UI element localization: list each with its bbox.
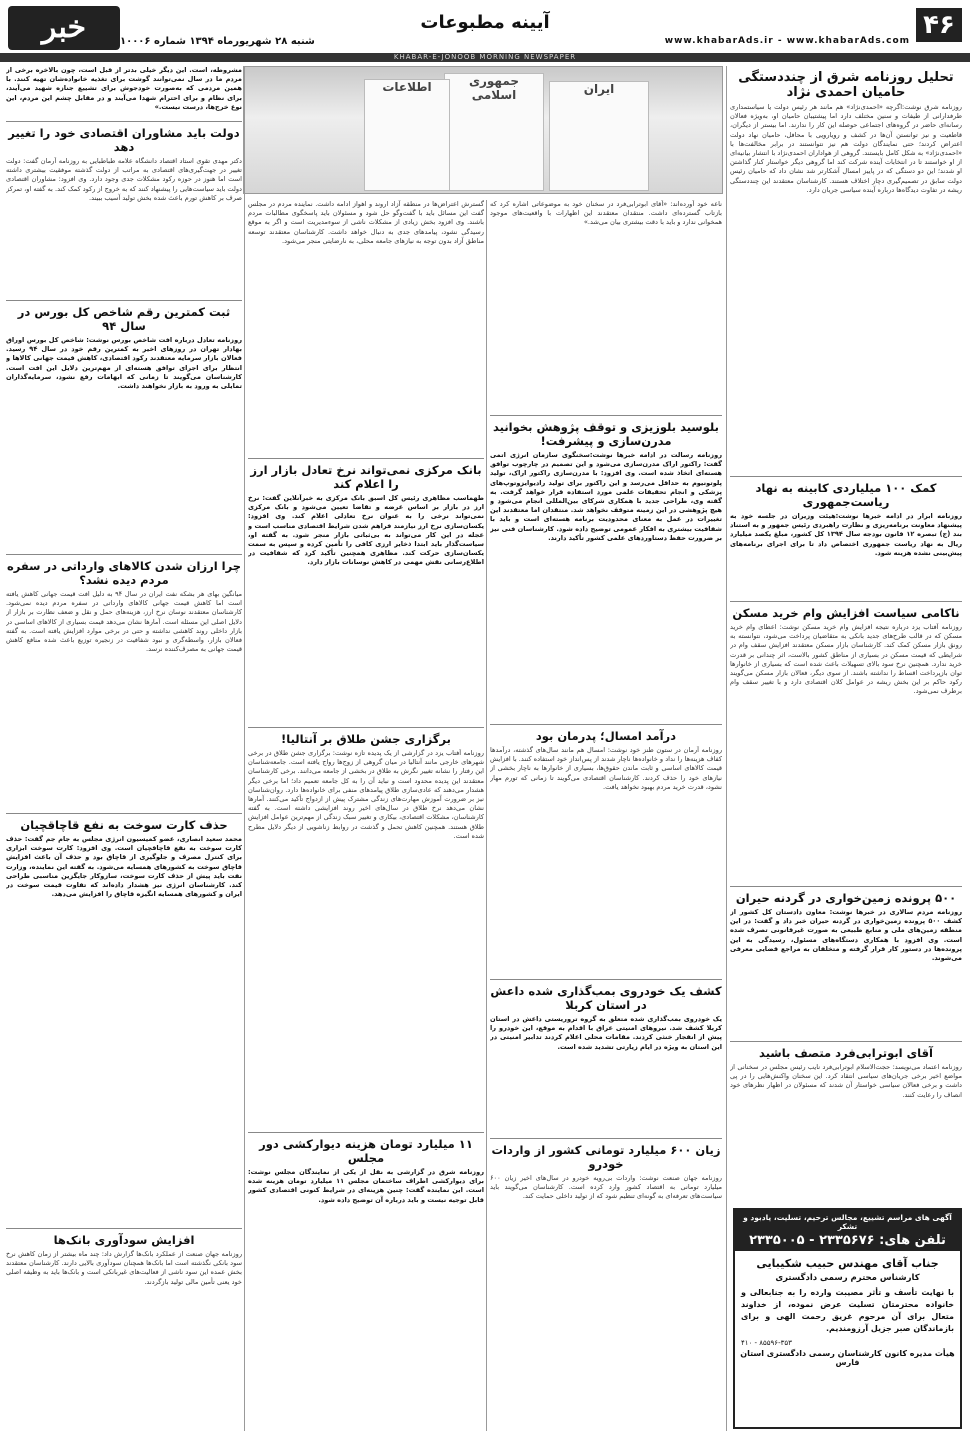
mid-right-column <box>490 200 722 1294</box>
date-line: شنبه ۲۸ شهریورماه ۱۳۹۴ شماره ۱۰۰۰۶ <box>120 36 315 47</box>
headline: تحلیل روزنامه شرق از چنددستگی حامیان احمدی نژاد <box>738 70 954 100</box>
article-body: روزنامه آفتاب یزد در گزارشی از یک پدیده تازه نوشت: برگزاری جشن طلاق در برخی شهرهای خارجی مانند آنتالیا در میان گروهی از زوج‌ها رواج یافته است. جامعه‌شناسان این رفتار را نشانه تغییر نگرش به طلاق در بخشی از جامعه می‌دانند. برخی کارشناسان معتقدند این پدیده محدود است و نباید آن را به کل جامعه تعمیم داد؛ اما برخی دیگر هشدار می‌دهند که عادی‌سازی طلاق پیامدهای منفی برای خانواده‌ها دارد. روان‌شناسان نیز بر ضرورت آموزش مهارت‌های زندگی مشترک پیش از ازدواج تأکید می‌کنند. آمارها نشان می‌دهد نرخ طلاق در سال‌های اخیر روند افزایشی داشته است. به گفته کارشناسان، مشکلات اقتصادی، بیکاری و تغییر سبک زندگی از مهم‌ترین عوامل افزایش طلاق هستند. همچنین کاهش تحمل و گذشت در روابط زناشویی از دیگر دلایل مطرح شده است. <box>248 749 484 840</box>
divider <box>730 886 962 887</box>
article-body: روزنامه رسالت در ادامه خبرها نوشت:سخنگوی سازمان انرژی اتمی گفت: راکتور اراک مدرن‌سازی می‌شود و این تصمیم در چارچوب توافق هسته‌ای اتخاذ شده است. وی افزود: با مدرن‌سازی راکتور اراک، تولید پلوتونیوم به حداقل می‌رسد و این راکتور برای تولید رادیوایزوتوپ‌های پزشکی و انجام تحقیقات علمی مورد استفاده قرار خواهد گرفت. به گفته وی، طراحی جدید با همکاری شرکای بین‌المللی انجام می‌شود و هیچ پژوهشی در این زمینه متوقف نخواهد شد. منتقدان اما معتقدند این تغییرات در عمل به معنای محدودیت برنامه هسته‌ای است و باید با شفافیت بیشتری به افکار عمومی توضیح داده شود. کارشناسان فنی نیز بر ضرورت حفظ دستاوردهای علمی کشور تأکید دارند. <box>490 451 722 542</box>
headline: بانک مرکزی نمی‌تواند نرخ تعادل بازار ارز را اعلام کند <box>250 463 482 491</box>
article-body: روزنامه ابرار در ادامه خبرها نوشت:هیئت وزیران در جلسه خود به پیشنهاد معاونت برنامه‌ریزی و نظارت راهبردی رئیس جمهور و به استناد بند (ج) تبصره ۱۲ قانون بودجه سال ۱۳۹۴ کل کشور، مبلغ یکصد میلیارد ریال به نهاد ریاست جمهوری اختصاص داد تا برای اجرای برنامه‌های پیش‌بینی نشده هزینه شود. <box>730 512 962 557</box>
headline: زیان ۶۰۰ میلیارد تومانی کشور از واردات خودرو <box>491 1143 721 1171</box>
divider <box>6 813 242 814</box>
ad-title: کارشناس محترم رسمی دادگستری <box>775 1273 920 1283</box>
center-column <box>248 200 484 1278</box>
article-body: روزنامه آفتاب یزد درباره نتیجه افزایش وام خرید مسکن نوشت: اعطای وام خرید مسکن که در قالب طرح‌های جدید بانکی به متقاضیان پرداخت می‌شود، نتوانسته به رونق بازار مسکن کمک کند. کارشناسان بازار مسکن معتقدند افزایش سقف وام در شرایطی که قیمت مسکن در بسیاری از مناطق کشور بالاست، اثر چندانی بر قدرت خرید ندارد. همچنین نرخ سود بالای تسهیلات باعث شده است که بسیاری از خانوارها توان بازپرداخت اقساط را نداشته باشند. از سوی دیگر، فعالان بازار مسکن می‌گویند رکود حاکم بر این بخش ریشه در عوامل کلان اقتصادی دارد و با تغییر سقف وام برطرف نمی‌شود. <box>730 623 962 696</box>
column-rule <box>486 200 487 1431</box>
divider <box>730 1041 962 1042</box>
divider <box>6 121 242 122</box>
section-title: آیینه مطبوعات <box>420 12 550 33</box>
headline: ۵۰۰ پرونده زمین‌خواری در گردنه حیران <box>735 891 957 905</box>
article-body: مشروطه، است. این دیگر خیلی بدتر از قبل است، چون بالاخره برخی از مردم ما در سال نمی‌توانند گوشت برای تغذیه خانواده‌شان تهیه کنند. با همین مردمی که به‌صورت خودجوش برای تشییع جنازه شهید می‌آیند، برای نظام و برای احترام شهدا می‌آیند و در مقابل چشم این مردم، این نوع خرج‌ها، درست نیست.» <box>6 66 242 111</box>
ad-header-text: آگهی های مراسم تشییع، مجالس ترحیم، تسلیت، یادبود و تشکر <box>743 1213 952 1231</box>
site-url[interactable]: www.khabarAds.ir - www.khabarAds.com <box>664 36 910 46</box>
headline: آقای ابوترابی‌فرد متصف باشید <box>759 1046 933 1060</box>
headline: کشف یک خودروی بمب‌گذاری شده داعش در استان کربلا <box>490 984 722 1012</box>
divider <box>248 727 484 728</box>
paper-masthead: ایران <box>583 82 615 96</box>
article-body: دکتر مهدی تقوی استاد اقتصاد دانشگاه علامه طباطبایی به روزنامه آرمان گفت: دولت تغییر در جهت‌گیری‌های اقتصادی به مراتب از دولت گذشته موفقیت بیشتری داشته است اما هنوز در حوزه رکود مشکلات جدی وجود دارد. وی افزود: مشاوران اقتصادی دولت باید سیاست‌هایی را پیشنهاد کنند که به خروج از رکود کمک کند. به گفته او، تمرکز صرف بر کاهش تورم باعث شده بخش تولید آسیب ببیند. <box>6 157 242 202</box>
condolence-ad <box>733 1208 962 1429</box>
ad-header <box>735 1210 960 1251</box>
left-column <box>6 66 242 1400</box>
headline: ثبت کمترین رقم شاخص کل بورس در سال ۹۴ <box>17 305 231 333</box>
article-body: ناعه خود آورده‌اند: «آقای ابوترابی‌فرد در سخنان خود به موضوعاتی اشاره کرد که بازتاب گسترده‌ای داشت. منتقدان معتقدند این اظهارات با واقعیت‌های موجود همخوانی ندارد و باید با دقت بیشتری بیان می‌شد.» <box>490 200 722 227</box>
article-body: روزنامه مردم سالاری در خبرها نوشت: معاون دادستان کل کشور از کشف ۵۰۰ پرونده زمین‌خواری در گردنه حیران خبر داد و گفت: در این منطقه زمین‌های ملی و منابع طبیعی به صورت غیرقانونی تصرف شده است. وی افزود با همکاری دستگاه‌های مسئول، رسیدگی به این پرونده‌ها در دستور کار قرار گرفته و متخلفان به مراجع قضایی معرفی می‌شوند. <box>730 908 962 963</box>
divider <box>730 476 962 477</box>
divider <box>6 1228 242 1229</box>
column-rule <box>244 66 245 1431</box>
right-column <box>730 66 962 1173</box>
headline: ناکامی سیاست افزایش وام خرید مسکن <box>732 606 960 620</box>
article-body: گسترش اعتراض‌ها در منطقه آزاد اروند و اهواز ادامه داشت. نماینده مردم در مجلس گفت این مسائل باید با گفت‌وگو حل شود و مسئولان باید پاسخگوی مطالبات مردم باشند. وی افزود بخش زیادی از مشکلات ناشی از سوءمدیریت است و اگر به موقع رسیدگی نشود، پیامدهای جدی به دنبال خواهد داشت. کارشناسان معتقدند توسعه مناطق آزاد بدون توجه به نیازهای جامعه محلی، به نارضایتی منجر می‌شود. <box>248 200 484 245</box>
article-body: روزنامه جهان صنعت از عملکرد بانک‌ها گزارش داد: چند ماه بیشتر از زمان کاهش نرخ سود بانکی نگذشته است اما بانک‌ها همچنان سودآوری بالایی دارند. کارشناسان معتقدند بخش عمده این سود ناشی از فعالیت‌های غیربانکی است و بانک‌ها باید به وظیفه اصلی خود یعنی تأمین مالی تولید بازگردند. <box>6 1250 242 1286</box>
paper-masthead: اطلاعات <box>382 80 432 94</box>
divider <box>490 415 722 416</box>
subbar-text: KHABAR-E-JONOOB MORNING NEWSPAPER <box>393 53 577 61</box>
newspaper-front-page <box>364 79 450 191</box>
divider <box>490 1138 722 1139</box>
newspaper-logo: خبر <box>8 6 120 50</box>
newspaper-front-page <box>444 73 544 191</box>
divider <box>490 979 722 980</box>
ad-code: ۸۵۵۹۶-۳۵۳ - ۴۱۰ <box>741 1339 792 1347</box>
article-body: روزنامه جهان صنعت نوشت: واردات بی‌رویه خودرو در سال‌های اخیر زیان ۶۰۰ میلیارد تومانی به اقتصاد کشور وارد کرده است. کارشناسان می‌گویند باید سیاست‌های تعرفه‌ای به گونه‌ای تنظیم شود که از تولید داخلی حمایت کند. <box>490 1174 722 1201</box>
headline: ۱۱ میلیارد تومان هزینه دیوارکشی دور مجلس <box>259 1137 473 1165</box>
headline: چرا ارزان شدن کالاهای وارداتی در سفره مردم دیده نشد؟ <box>6 559 242 587</box>
subbar <box>0 53 970 62</box>
paper-masthead: جمهوری اسلامی <box>468 74 520 102</box>
ad-phone-numbers[interactable]: ۲۳۳۵۶۷۶ - ۲۳۳۵۰۰۵ <box>749 1233 875 1248</box>
page-number: ۴۶ <box>916 8 962 42</box>
headline: دولت باید مشاوران اقتصادی خود را تغییر دهد <box>8 126 240 154</box>
newspapers-photo <box>243 66 723 194</box>
article-body: روزنامه شرق در گزارشی به نقل از یکی از نمایندگان مجلس نوشت: برای دیوارکشی اطراف ساختمان مجلس ۱۱ میلیارد تومان هزینه شده است. این نماینده گفت: چنین هزینه‌ای در شرایط کنونی اقتصادی کشور قابل توجیه نیست و باید درباره آن توضیح داده شود. <box>248 1168 484 1204</box>
divider <box>6 554 242 555</box>
article-body: روزنامه شرق نوشت:اگرچه «احمدی‌نژاد» هم مانند هر رئیس دولت یا سیاستمداری طرفدارانی از طیفات و سنین مختلف دارد اما پیشتیبان حامیان او، به‌ویژه فعالان رسانه‌ای حاضر در گروه‌های اجتماعی حوصله این کار را ندارند. اما بیستر از دیگران، قاطعیت و نیز توانستن آن‌ها در کشف و رویارویی با محافل، حامیان نهاد دولت اعتراض کردند؛ حتی نمایندگان دولت هم نیز نتوانستند در برابر مخالفت‌ها با «احمدی‌نژاد» به شکل کامل بایستند. گروهی از هواداران احمدی‌نژاد با انتشار بیانیه‌ای از او خواستند تا در انتخابات آینده شرکت کند اما گروهی دیگر خواستار کنار گذاشتن او شدند؛ این دو دستگی که در پاییز امسال آشکارتر شد نشان داد که حامیان رئیس دولت سابق در تصمیم‌گیری دچار اختلاف هستند. کارشناسان معتقدند این چنددستگی ریشه در تفاوت دیدگاه‌ها درباره آینده سیاسی جریان دارد. <box>730 103 962 194</box>
ad-signer: هیأت مدیره کانون کارشناسان رسمی دادگستری استان فارس <box>740 1349 955 1367</box>
ad-phone-label: تلفن های: <box>879 1233 946 1248</box>
newspaper-front-page <box>549 81 649 191</box>
divider <box>490 724 722 725</box>
article-body: روزنامه تعادل درباره افت شاخص بورس نوشت: شاخص کل بورس اوراق بهادار تهران در روزهای اخیر به کمترین رقم خود در سال ۹۴ رسید. فعالان بازار سرمایه معتقدند رکود اقتصادی، کاهش قیمت جهانی کالاها و انتظار برای اجرای توافق هسته‌ای از مهم‌ترین دلایل این افت است. کارشناسان می‌گویند تا زمانی که ابهامات رفع نشود، سرمایه‌گذاران تمایلی به ورود به بازار نخواهند داشت. <box>6 336 242 391</box>
headline: حذف کارت سوخت به نفع قاچاقچیان <box>20 818 228 832</box>
article-body: یک خودروی بمب‌گذاری شده متعلق به گروه تروریستی داعش در استان کربلا کشف شد. نیروهای امنیتی عراق با اقدام به موقع، این خودرو را پیش از انفجار خنثی کردند. مقامات محلی اعلام کردند تدابیر امنیتی در این استان به ویژه در ایام زیارتی تشدید شده است. <box>490 1015 722 1051</box>
headline: درآمد امسال؛ پدرمان بود <box>535 729 677 743</box>
article-body: روزنامه اعتماد می‌نویسد: حجت‌الاسلام ابوترابی‌فرد نایب رئیس مجلس در سخنانی از مواضع اخیر برخی جریان‌های سیاسی انتقاد کرد. این سخنان واکنش‌هایی را در پی داشت و برخی فعالان سیاسی خواستار آن شدند که مسئولان در اظهار نظرهای خود انصاف را رعایت کنند. <box>730 1063 962 1099</box>
article-body: میانگین بهای هر بشکه نفت ایران در سال ۹۴ به دلیل افت قیمت جهانی کاهش یافته است اما کاهش قیمت جهانی کالاهای وارداتی در سفره مردم دیده نمی‌شود. کارشناسان معتقدند نوسان نرخ ارز، هزینه‌های حمل و نقل و ضعف نظارت بر بازار از دلایل اصلی این مسئله است. آمارها نشان می‌دهد قیمت بسیاری از کالاهای اساسی در بازار داخلی روند کاهشی نداشته و حتی در برخی موارد افزایش یافته است. به گفته فعالان بازار، واسطه‌گری و نبود شفافیت در زنجیره توزیع باعث شده منافع کاهش قیمت جهانی به مصرف‌کننده نرسد. <box>6 590 242 654</box>
headline: برگزاری جشن طلاق بر آنتالیا! <box>281 732 451 746</box>
column-rule <box>726 66 727 1431</box>
ad-name: جناب آقای مهندس حبیب شکیبایی <box>756 1257 939 1270</box>
headline: کمک ۱۰۰ میلیاردی کابینه به نهاد ریاست‌جمهوری <box>755 481 937 509</box>
masthead <box>0 0 970 62</box>
headline: بلوسید بلوزیزی و توقف پژوهش بخوانید مدرن‌سازی و پیشرفت! <box>493 420 719 448</box>
ad-text: با نهایت تأسف و تأثر مصیبت وارده را به جنابعالی و خانواده محترمتان تسلیت عرض نموده، از خداوند متعال برای آن مرحوم غریق رحمت الهی و برای بازماندگان صبر جزیل آرزومندیم. <box>741 1288 954 1333</box>
divider <box>6 300 242 301</box>
article-body: محمد سعید انصاری، عضو کمیسیون انرژی مجلس به جام جم گفت: حذف کارت سوخت به نفع قاچاقچیان است. وی افزود: کارت سوخت ابزاری برای کنترل مصرف و جلوگیری از قاچاق بود و حذف آن باعث افزایش قاچاق سوخت به کشورهای همسایه می‌شود. به گفته این نماینده، وزارت نفت باید پیش از حذف کارت سوخت، سازوکار جایگزین مناسبی طراحی کند. کارشناسان انرژی نیز هشدار داده‌اند که تفاوت قیمت سوخت در ایران و کشورهای همسایه انگیزه قاچاق را افزایش می‌دهد. <box>6 835 242 899</box>
divider <box>730 601 962 602</box>
article-body: طهماسب مظاهری رئیس کل اسبق بانک مرکزی به خبرآنلاین گفت: نرخ ارز در بازار بر اساس عرضه و تقاضا تعیین می‌شود و بانک مرکزی نمی‌تواند نرخی را به عنوان نرخ تعادلی اعلام کند. وی افزود: یکسان‌سازی نرخ ارز نیازمند فراهم شدن شرایط اقتصادی مناسب است و عجله در این کار می‌تواند به بی‌ثباتی بازار منجر شود. به گفته او، سیاست‌گذار باید ابتدا ذخایر ارزی کافی را تأمین کرده و سپس به سمت یکسان‌سازی حرکت کند. مظاهری همچنین تأکید کرد که شفافیت در اطلاع‌رسانی نقش مهمی در کاهش نوسانات بازار دارد. <box>248 494 484 567</box>
article-body: روزنامه آرمان در ستون طنز خود نوشت: امسال هم مانند سال‌های گذشته، درآمدها کفاف هزینه‌ها را نداد و خانواده‌ها ناچار شدند از پس‌انداز خود استفاده کنند. با افزایش قیمت کالاهای اساسی و ثابت ماندن حقوق‌ها، بسیاری از خانوارها به ناچار بخشی از نیازهای خود را حذف کردند. کارشناسان اقتصادی می‌گویند تا زمانی که تورم مهار نشود، قدرت خرید مردم بهبود نخواهد یافت. <box>490 746 722 791</box>
headline: افزایش سودآوری بانک‌ها <box>53 1233 195 1247</box>
divider <box>248 1132 484 1133</box>
ad-phones <box>737 1233 958 1248</box>
divider <box>248 458 484 459</box>
